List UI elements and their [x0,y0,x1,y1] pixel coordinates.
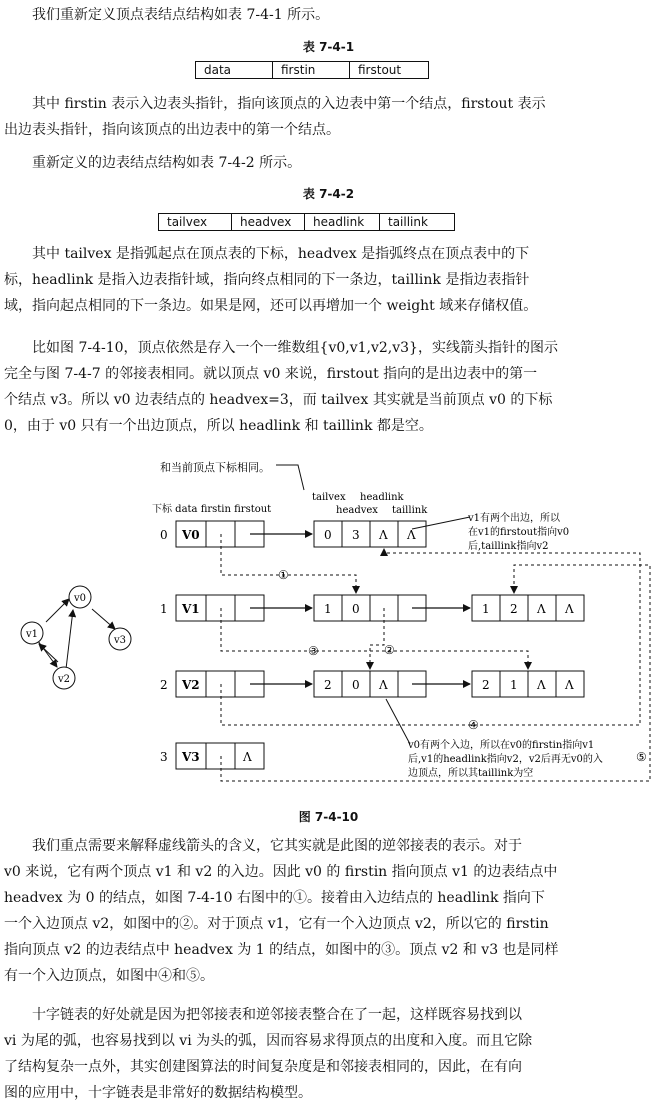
figure-caption: 图 7-4-10 [298,810,359,824]
note-right-leader [412,517,470,529]
null-symbol: Λ [537,678,546,692]
table2-cell: tailvex [159,214,232,231]
marker-3: ③ [308,644,319,658]
marker-5: ⑤ [636,750,647,764]
svg-text:0: 0 [160,528,168,542]
note-top-leader [276,465,304,490]
tailvex-value: 1 [324,602,332,616]
vertex-row-0 [160,521,264,547]
headvex-value: 2 [510,602,518,616]
header-taillink: taillink [392,505,428,516]
note-right [467,511,569,552]
example-paragraph: 比如图 7-4-10，顶点依然是存入一个一维数组{v0,v1,v2,v3}，实线箭头指针的图示 完全与图 7-4-7 的邻接表相同。就以顶点 v0 来说，firstout 指向的是出边表中的第一 个结点 v3。所以 v0 边表结点的 headvex=3，而 tailvex 其实就是当前顶点 v0 的下标 0，由于 v0 只有一个出边顶点，所以 headlink 和 taillink 都是空。 [4,340,558,434]
table1-cell: data [196,62,273,79]
note-top: 和当前顶点下标相同。 [160,461,270,474]
vertex-label: V3 [182,750,200,764]
svg-text:v3: v3 [113,635,127,646]
marker-2: ② [384,643,395,657]
vertex-label: V0 [182,528,200,542]
marker-1: ① [278,568,289,582]
edge-node-0-3 [314,521,426,547]
note-bottom [407,738,603,779]
table2-cell: taillink [380,214,455,231]
svg-text:v2: v2 [57,674,71,685]
vertex-node-structure-table [195,61,429,79]
header-headvex: headvex [336,505,378,516]
edge-node-1-0 [314,595,426,621]
edge-node-2-1 [472,671,584,697]
headvex-value: 0 [352,678,360,692]
table2-caption: 表 7-4-2 [302,187,355,201]
vertex-label: V1 [182,602,200,616]
header-tailvex: tailvex [312,492,346,503]
headvex-value: 1 [510,678,518,692]
vertex-row-3 [160,743,264,769]
table1-caption: 表 7-4-1 [302,40,355,54]
headvex-value: 0 [352,602,360,616]
table1-cell: firstin [273,62,350,79]
svg-text:v0有两个入边，所以在v0的firstin指向v1: v0有两个入边，所以在v0的firstin指向v1 [408,740,595,751]
table1-cell: firstout [350,62,429,79]
svg-text:2: 2 [160,678,168,692]
null-symbol: Λ [379,528,388,542]
svg-text:在v1的firstout指向v0: 在v1的firstout指向v0 [468,527,570,538]
null-symbol: Λ [379,678,388,692]
step-markers [278,568,647,764]
tailvex-value: 1 [482,602,490,616]
null-symbol: Λ [565,602,574,616]
summary-paragraph: 十字链表的好处就是因为把邻接表和逆邻接表整合在了一起，这样既容易找到以 vi 为尾的弧，也容易找到以 vi 为头的弧，因而容易求得顶点的出度和入度。而且它除 了结构复杂一点外，其实创建图算法的时间复杂度是和邻接表相同的，因此，在有向 图的应用中，十字链表是非常好的数据结构模型。 [4,1007,533,1101]
orthogonal-list-figure [0,455,657,790]
marker-4: ④ [468,718,479,732]
edge-node-structure-table [158,213,455,231]
edge-node-2-0 [314,671,426,697]
svg-text:边顶点，所以其taillink为空: 边顶点，所以其taillink为空 [408,768,534,779]
svg-text:v1有两个出边，所以: v1有两个出边，所以 [468,513,561,524]
svg-text:1: 1 [160,602,168,616]
vertex-row-2 [160,671,264,697]
firstin-paragraph: 其中 firstin 表示入边表头指针，指向该顶点的入边表中第一个结点，firstout 表示 出边表头指针，指向该顶点的出边表中的第一个结点。 [4,96,546,138]
svg-text:v1: v1 [25,629,39,640]
note-bottom-leader [386,699,410,744]
headvex-value: 3 [352,528,360,542]
directed-graph [21,586,131,689]
null-symbol: Λ [537,602,546,616]
tailvex-value: 2 [482,678,490,692]
svg-text:后,v1的headlink指向v2，v2后再无v0的入: 后,v1的headlink指向v2，v2后再无v0的入 [408,754,603,765]
table2-cell: headlink [305,214,380,231]
edge-node-1-2 [472,595,584,621]
null-symbol: Λ [243,750,252,764]
vertex-row-1 [160,595,264,621]
null-symbol: Λ [407,528,416,542]
edge-field-paragraph: 其中 tailvex 是指弧起点在顶点表的下标，headvex 是指弧终点在顶点表中的下 标，headlink 是指入边表指针域，指向终点相同的下一条边，taillink 是指边表指针 域，指向起点相同的下一条边。如果是网，还可以再增加一个 weight 域来存储权值。 [4,246,538,314]
svg-text:3: 3 [160,750,168,764]
svg-text:v0: v0 [73,593,87,604]
tailvex-value: 0 [324,528,332,542]
header-headlink: headlink [360,492,404,503]
explain-paragraph: 我们重点需要来解释虚线箭头的含义，它其实就是此图的逆邻接表的表示。对于 v0 来说，它有两个顶点 v1 和 v2 的入边。因此 v0 的 firstin 指向顶点 v1 的边表结点中 headvex 为 0 的结点，如图 7-4-10 右图中的①。接着由入边结点的 headlink 指向下 一个入边顶点 v2，如图中的②。对于顶点 v1，它有一个入边顶点 v2，所以它的 firstin 指向顶点 v2 的边表结点中 headvex 为 1 的结点，如图中的③。顶点 v2 和 v3 也是同样 有一个入边顶点，如图中④和⑤。 [4,838,559,984]
vertex-table-header: 下标 data firstin firstout [152,504,272,515]
svg-text:后,taillink指向v2: 后,taillink指向v2 [468,541,549,552]
null-symbol: Λ [565,678,574,692]
intro2-paragraph: 重新定义的边表结点结构如表 7-4-2 所示。 [32,155,302,171]
table2-cell: headvex [232,214,305,231]
solid-arrows [250,534,470,684]
vertex-label: V2 [182,678,200,692]
tailvex-value: 2 [324,678,332,692]
intro-paragraph: 我们重新定义顶点表结点结构如表 7-4-1 所示。 [32,7,330,23]
